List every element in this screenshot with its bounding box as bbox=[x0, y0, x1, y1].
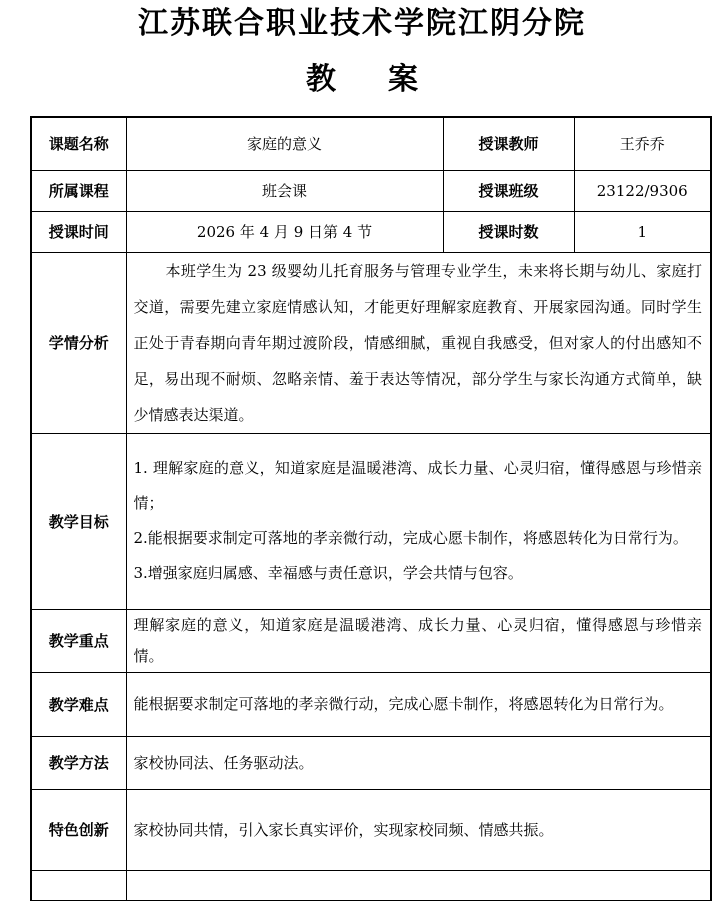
difficulty-text: 能根据要求制定可落地的孝亲微行动，完成心愿卡制作，将感恩转化为日常行为。 bbox=[133, 694, 674, 713]
innovation-content bbox=[126, 789, 711, 870]
key-point-label: 教学重点 bbox=[31, 609, 126, 672]
document-type-char-2: 案 bbox=[388, 62, 418, 97]
hours-label: 授课时数 bbox=[443, 211, 574, 252]
row-key-point bbox=[31, 609, 711, 672]
goal-item-2: 2.能根据要求制定可落地的孝亲微行动，完成心愿卡制作，将感恩转化为日常行为。 bbox=[133, 529, 688, 547]
class-label: 授课班级 bbox=[443, 170, 574, 211]
difficulty-label: 教学难点 bbox=[31, 672, 126, 736]
hours-value: 1 bbox=[574, 211, 711, 252]
continuation-content-cell bbox=[126, 870, 711, 900]
topic-label: 课题名称 bbox=[31, 117, 126, 170]
method-text: 家校协同法、任务驱动法。 bbox=[133, 754, 314, 772]
time-label: 授课时间 bbox=[31, 211, 126, 252]
time-value: 2026 年 4 月 9 日第 4 节 bbox=[126, 211, 443, 252]
analysis-content bbox=[126, 252, 711, 433]
row-difficulty bbox=[31, 672, 711, 736]
document-type-title bbox=[0, 60, 724, 100]
topic-value: 家庭的意义 bbox=[126, 117, 443, 170]
innovation-text: 家校协同共情，引入家长真实评价，实现家校同频、情感共振。 bbox=[133, 821, 554, 839]
goals-label: 教学目标 bbox=[31, 433, 126, 609]
row-analysis bbox=[31, 252, 711, 433]
analysis-label: 学情分析 bbox=[31, 252, 126, 433]
difficulty-content bbox=[126, 672, 711, 736]
goal-item-1: 1. 理解家庭的意义，知道家庭是温暖港湾、成长力量、心灵归宿，懂得感恩与珍惜亲情； bbox=[133, 459, 702, 512]
row-goals bbox=[31, 433, 711, 609]
innovation-label: 特色创新 bbox=[31, 789, 126, 870]
course-label: 所属课程 bbox=[31, 170, 126, 211]
row-time bbox=[31, 211, 711, 252]
analysis-text: 本班学生为 23 级婴幼儿托育服务与管理专业学生，未来将长期与幼儿、家庭打交道，需要先建立家庭情感认知，才能更好理解家庭教育、开展家园沟通。同时学生正处于青春期向青年期过渡阶段，情感细腻，重视自我感受，但对家人的付出感知不足，易出现不耐烦、忽略亲情、羞于表达等情况，部分学生与家长沟通方式简单，缺少情感表达渠道。 bbox=[133, 261, 702, 424]
row-method bbox=[31, 736, 711, 789]
course-value: 班会课 bbox=[126, 170, 443, 211]
row-topic bbox=[31, 117, 711, 170]
row-innovation bbox=[31, 789, 711, 870]
document-type-char-1: 教 bbox=[306, 62, 336, 97]
row-course bbox=[31, 170, 711, 211]
key-point-text: 理解家庭的意义，知道家庭是温暖港湾、成长力量、心灵归宿，懂得感恩与珍惜亲情。 bbox=[133, 615, 702, 665]
method-label: 教学方法 bbox=[31, 736, 126, 789]
continuation-label-cell bbox=[31, 870, 126, 900]
lesson-plan-table bbox=[30, 116, 712, 901]
key-point-content bbox=[126, 609, 711, 672]
teacher-label: 授课教师 bbox=[443, 117, 574, 170]
row-continuation bbox=[31, 870, 711, 900]
goal-item-3: 3.增强家庭归属感、幸福感与责任意识，学会共情与包容。 bbox=[133, 564, 523, 582]
institution-title: 江苏联合职业技术学院江阴分院 bbox=[138, 6, 586, 41]
goals-content bbox=[126, 433, 711, 609]
teacher-value: 王乔乔 bbox=[574, 117, 711, 170]
method-content bbox=[126, 736, 711, 789]
class-value: 23122/9306 bbox=[574, 170, 711, 211]
